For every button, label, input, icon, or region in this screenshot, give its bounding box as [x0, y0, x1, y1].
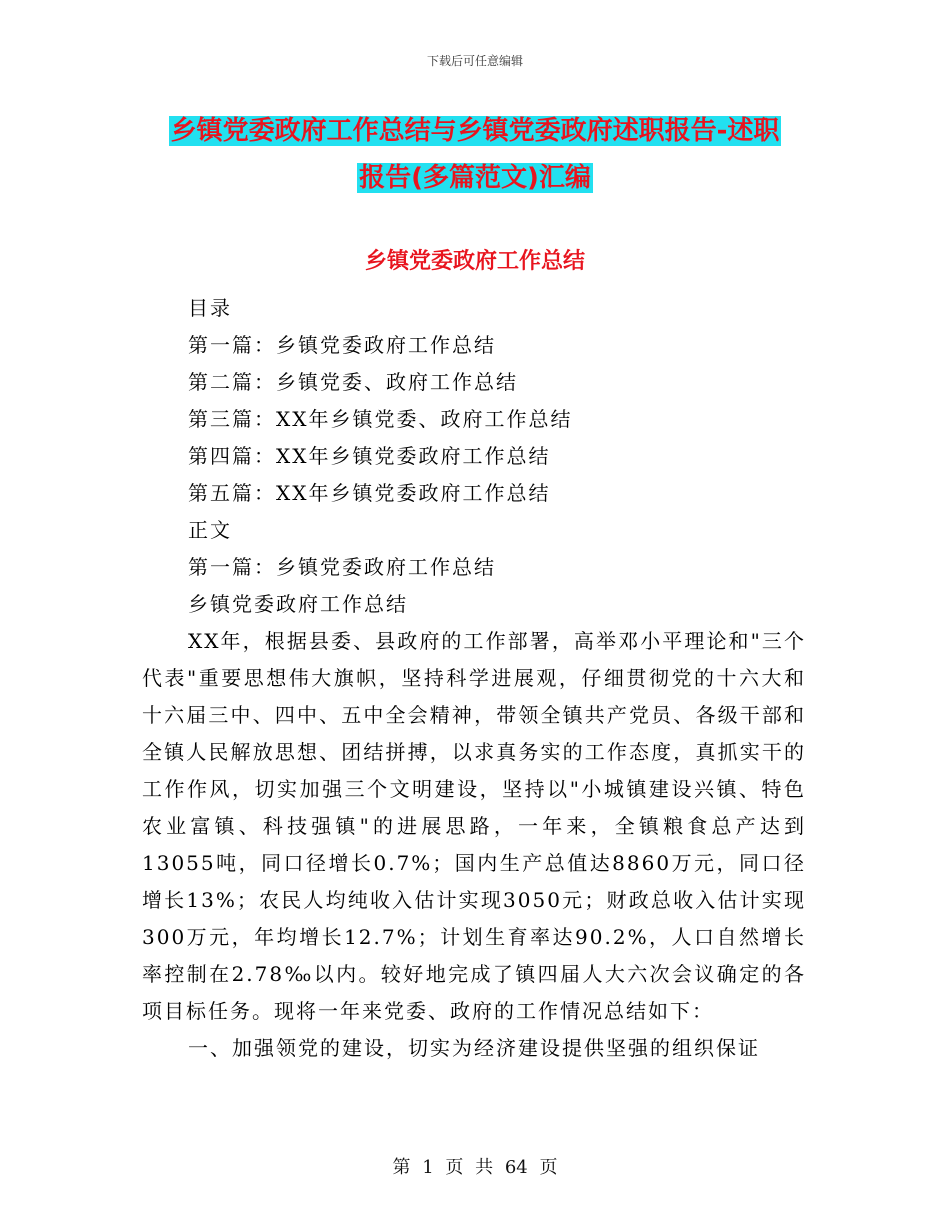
toc-label: 目录 [188, 296, 232, 320]
document-title-line-1: 乡镇党委政府工作总结与乡镇党委政府述职报告-述职 [170, 116, 780, 146]
page-footer: 第 1 页 共 64 页 [392, 1157, 558, 1178]
toc-item: 第四篇：XX年乡镇党委政府工作总结 [188, 444, 551, 468]
toc-item: 第三篇：XX年乡镇党委、政府工作总结 [188, 407, 573, 431]
body-label: 正文 [188, 518, 232, 542]
document-body [142, 290, 806, 1067]
section-title: 乡镇党委政府工作总结 [364, 249, 585, 274]
toc-item: 第一篇：乡镇党委政府工作总结 [188, 333, 496, 357]
toc-item: 第五篇：XX年乡镇党委政府工作总结 [188, 481, 551, 505]
body-paragraph: XX年，根据县委、县政府的工作部署，高举邓小平理论和"三个代表"重要思想伟大旗帜，坚持科学进展观，仔细贯彻党的十六大和十六届三中、四中、五中全会精神，带领全镇共产党员、各级干部和全镇人民解放思想、团结拼搏，以求真务实的工作态度，真抓实干的工作作风，切实加强三个文明建设，坚持以"小城镇建设兴镇、特色农业富镇、科技强镇"的进展思路，一年来，全镇粮食总产达到13055吨，同口径增长0.7%；国内生产总值达8860万元，同口径增长13%；农民人均纯收入估计实现3050元；财政总收入估计实现300万元，年均增长12.7%；计划生育率达90.2%，人口自然增长率控制在2.78‰以内。较好地完成了镇四届人大六次会议确定的各项目标任务。现将一年来党委、政府的工作情况总结如下： [142, 629, 806, 1023]
document-title-line-2: 报告(多篇范文)汇编 [359, 163, 591, 193]
toc-item: 第二篇：乡镇党委、政府工作总结 [188, 370, 518, 394]
document-title [140, 108, 810, 202]
article-title: 乡镇党委政府工作总结 [188, 592, 408, 616]
subheading: 一、加强领党的建设，切实为经济建设提供坚强的组织保证 [188, 1036, 760, 1060]
part-title: 第一篇：乡镇党委政府工作总结 [188, 555, 496, 579]
header-note: 下载后可任意编辑 [426, 54, 523, 68]
